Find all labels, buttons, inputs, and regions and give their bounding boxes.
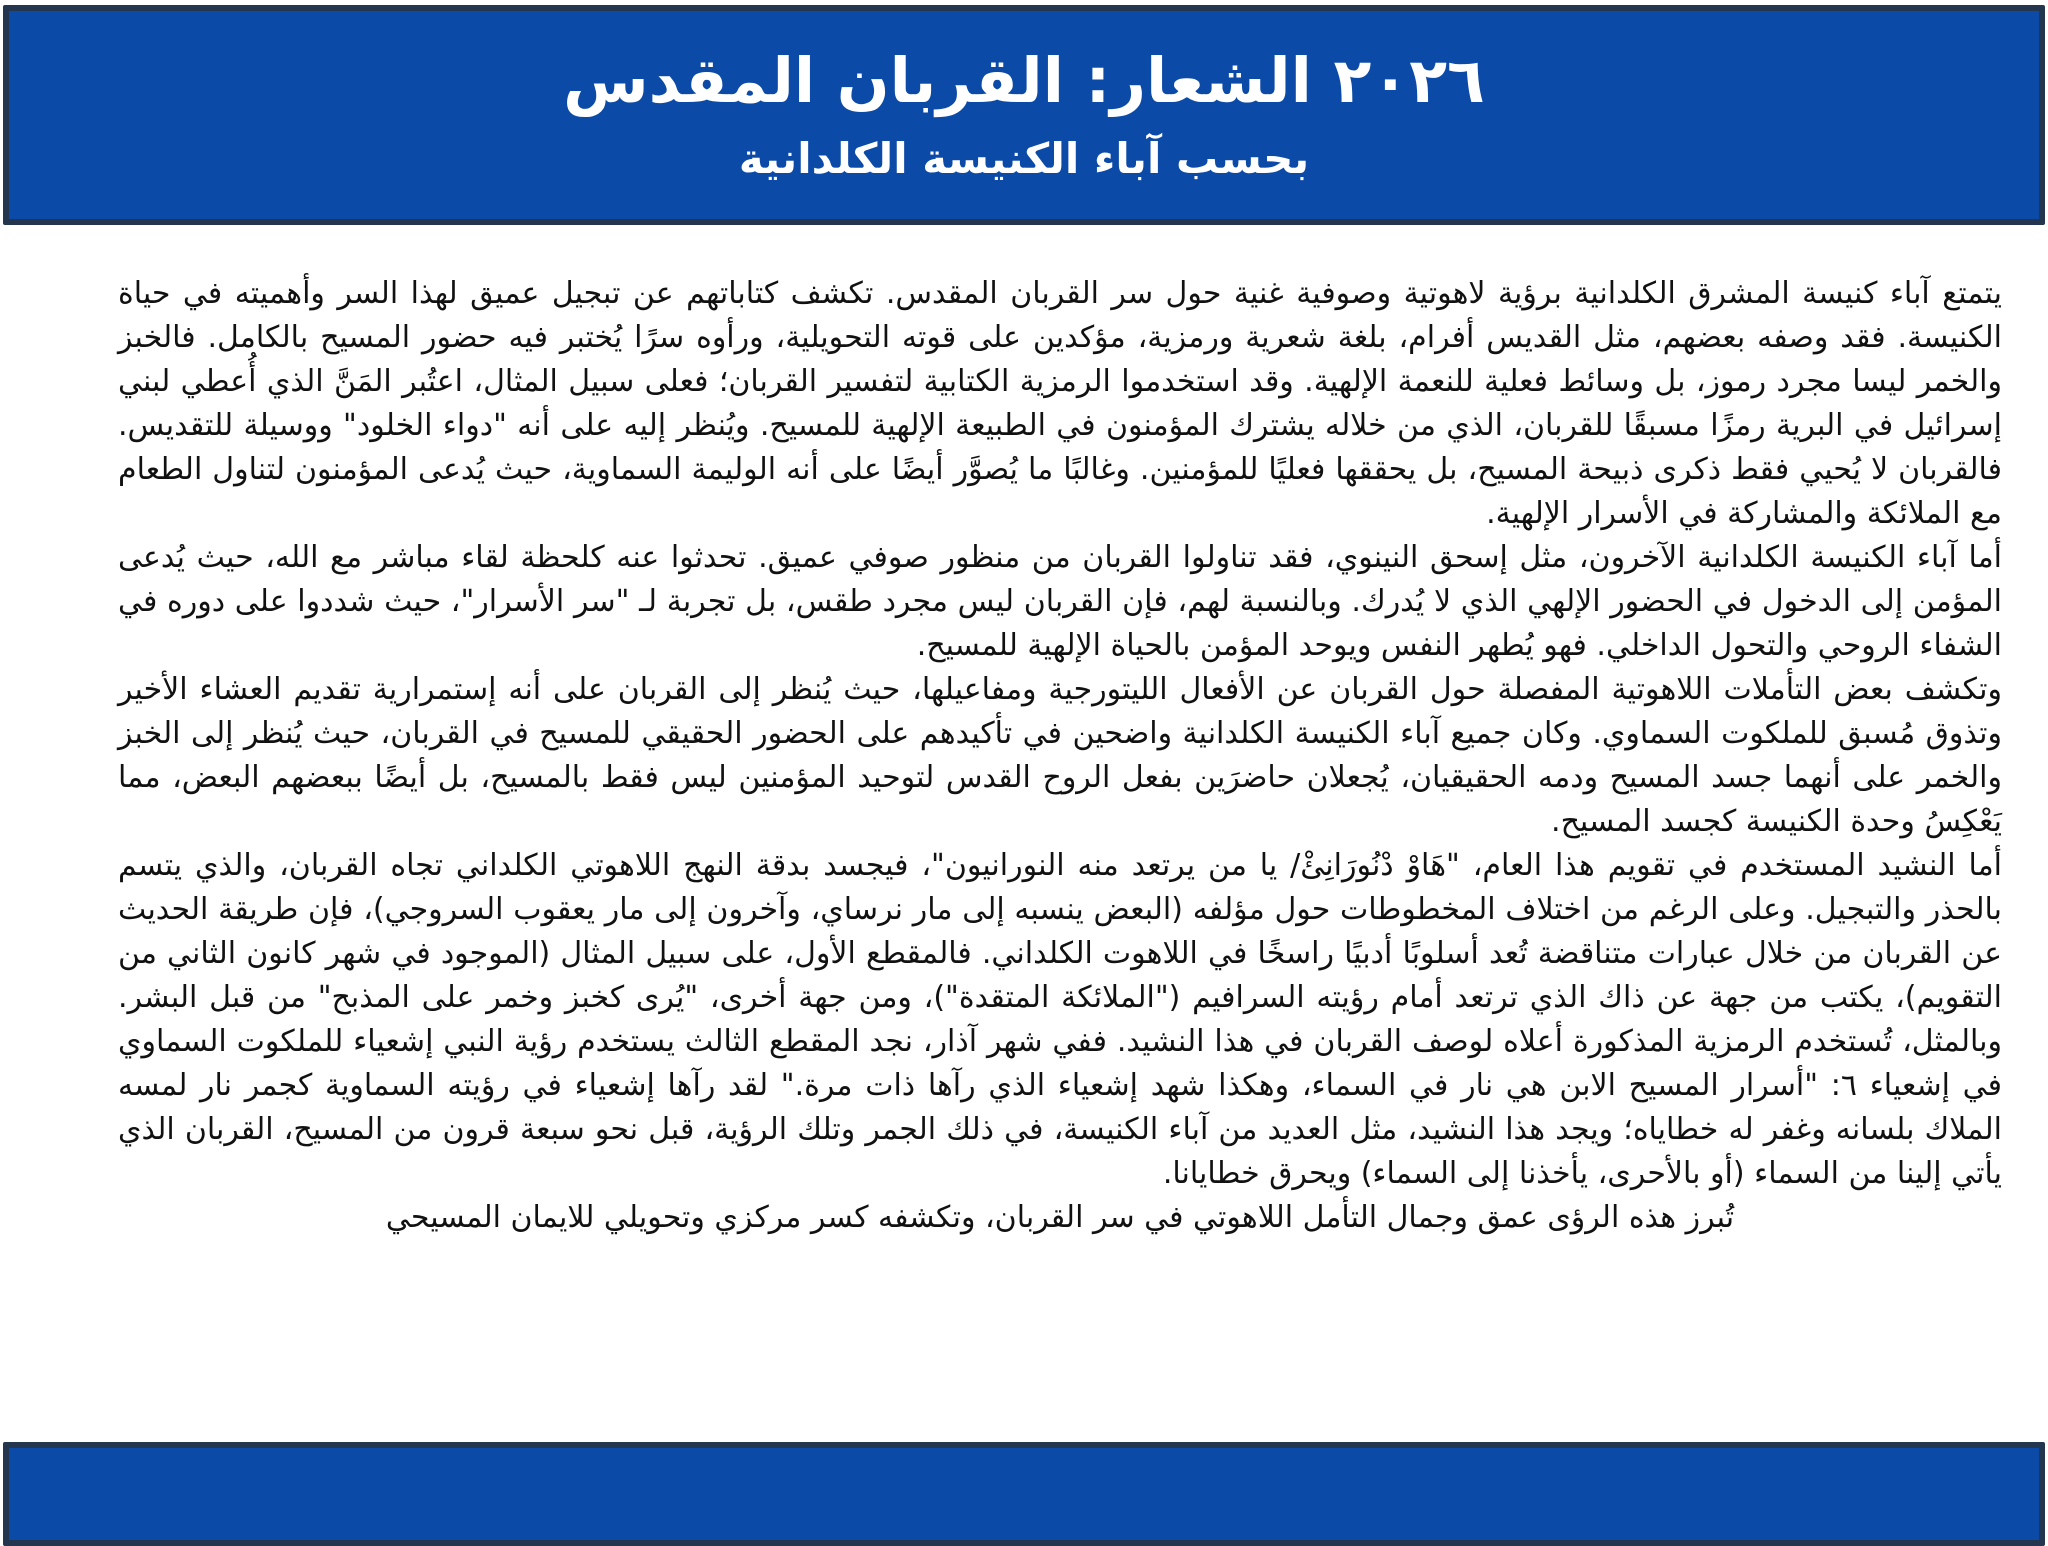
body-paragraph: أما آباء الكنيسة الكلدانية الآخرون، مثل إسحق النينوي، فقد تناولوا القربان من منظور صوفي عميق. تحدثوا عنه كلحظة لقاء مباشر مع الله، حيث يُدعى المؤمن إلى الدخول في الحضور الإلهي الذي لا يُدرك. وبالنسبة لهم، فإن القربان ليس مجرد طقس، بل تجربة لـ "سر الأسرار"، حيث شددوا على دوره في الشفاء الروحي والتحول الداخلي. فهو يُطهر النفس ويوحد المؤمن بالحياة الإلهية للمسيح.	[118, 540, 2002, 663]
body-paragraph: تُبرز هذه الرؤى عمق وجمال التأمل اللاهوتي في سر القربان، وتكشفه كسر مركزي وتحويلي للايمان المسيحي	[385, 1200, 1735, 1235]
page-subtitle: بحسب آباء الكنيسة الكلدانية	[738, 134, 1310, 183]
body-paragraph: أما النشيد المستخدم في تقويم هذا العام، "هَاوْ دْنُورَانِئْ/ يا من يرتعد منه النورانيون"، فيجسد بدقة النهج اللاهوتي الكلداني تجاه القربان، والذي يتسم بالحذر والتبجيل. وعلى الرغم من اختلاف المخطوطات حول مؤلفه (البعض ينسبه إلى مار نرساي، وآخرون إلى مار يعقوب السروجي)، فإن طريقة الحديث عن القربان من خلال عبارات متناقضة تُعد أسلوبًا أدبيًا راسخًا في اللاهوت الكلداني. فالمقطع الأول، على سبيل المثال (الموجود في شهر كانون الثاني من التقويم)، يكتب من جهة عن ذاك الذي ترتعد أمام رؤيته السرافيم ("الملائكة المتقدة")، ومن جهة أخرى، "يُرى كخبز وخمر على المذبح" من قبل البشر. وبالمثل، تُستخدم الرمزية المذكورة أعلاه لوصف القربان في هذا النشيد. ففي شهر آذار، نجد المقطع الثالث يستخدم رؤية النبي إشعياء للملكوت السماوي في إشعياء ٦: "أسرار المسيح الابن هي نار في السماء، وهكذا شهد إشعياء الذي رآها ذات مرة." لقد رآها إشعياء في رؤيته السماوية كجمر نار لمسه الملاك بلسانه وغفر له خطاياه؛ ويجد هذا النشيد، مثل العديد من آباء الكنيسة، في ذلك الجمر وتلك الرؤية، قبل نحو سبعة قرون من المسيح، القربان الذي يأتي إلينا من السماء (أو بالأحرى، يأخذنا إلى السماء) ويحرق خطايانا.	[118, 848, 2003, 1191]
header-banner	[3, 5, 2045, 225]
body-text	[0, 252, 2048, 1434]
body-paragraph: وتكشف بعض التأملات اللاهوتية المفصلة حول القربان عن الأفعال الليتورجية ومفاعيلها، حيث يُنظر إلى القربان على أنه إستمرارية تقديم العشاء الأخير وتذوق مُسبق للملكوت السماوي. وكان جميع آباء الكنيسة الكلدانية واضحين في تأكيدهم على الحضور الحقيقي للمسيح في القربان، حيث يُنظر إلى الخبز والخمر على أنهما جسد المسيح ودمه الحقيقيان، يُجعلان حاضرَين بفعل الروح القدس لتوحيد المؤمنين ليس فقط بالمسيح، بل أيضًا ببعضهم البعض، مما يَعْكِسُ وحدة الكنيسة كجسد المسيح.	[118, 672, 2002, 839]
footer-banner	[3, 1442, 2045, 1546]
body-paragraph: يتمتع آباء كنيسة المشرق الكلدانية برؤية لاهوتية وصوفية غنية حول سر القربان المقدس. تكشف كتاباتهم عن تبجيل عميق لهذا السر وأهميته في حياة الكنيسة. فقد وصفه بعضهم، مثل القديس أفرام، بلغة شعرية ورمزية، مؤكدين على قوته التحويلية، ورأوه سرًا يُختبر فيه حضور المسيح بالكامل. فالخبز والخمر ليسا مجرد رموز، بل وسائط فعلية للنعمة الإلهية. وقد استخدموا الرمزية الكتابية لتفسير القربان؛ فعلى سبيل المثال، اعتُبر المَنَّ الذي أُعطي لبني إسرائيل في البرية رمزًا مسبقًا للقربان، الذي من خلاله يشترك المؤمنون في الطبيعة الإلهية للمسيح. ويُنظر إليه على أنه "دواء الخلود" ووسيلة للتقديس. فالقربان لا يُحيي فقط ذكرى ذبيحة المسيح، بل يحققها فعليًا للمؤمنين. وغالبًا ما يُصوَّر أيضًا على أنه الوليمة السماوية، حيث يُدعى المؤمنون لتناول الطعام مع الملائكة والمشاركة في الأسرار الإلهية.	[118, 276, 2002, 531]
page-title: ٢٠٢٦ الشعار: القربان المقدس	[563, 44, 1485, 117]
